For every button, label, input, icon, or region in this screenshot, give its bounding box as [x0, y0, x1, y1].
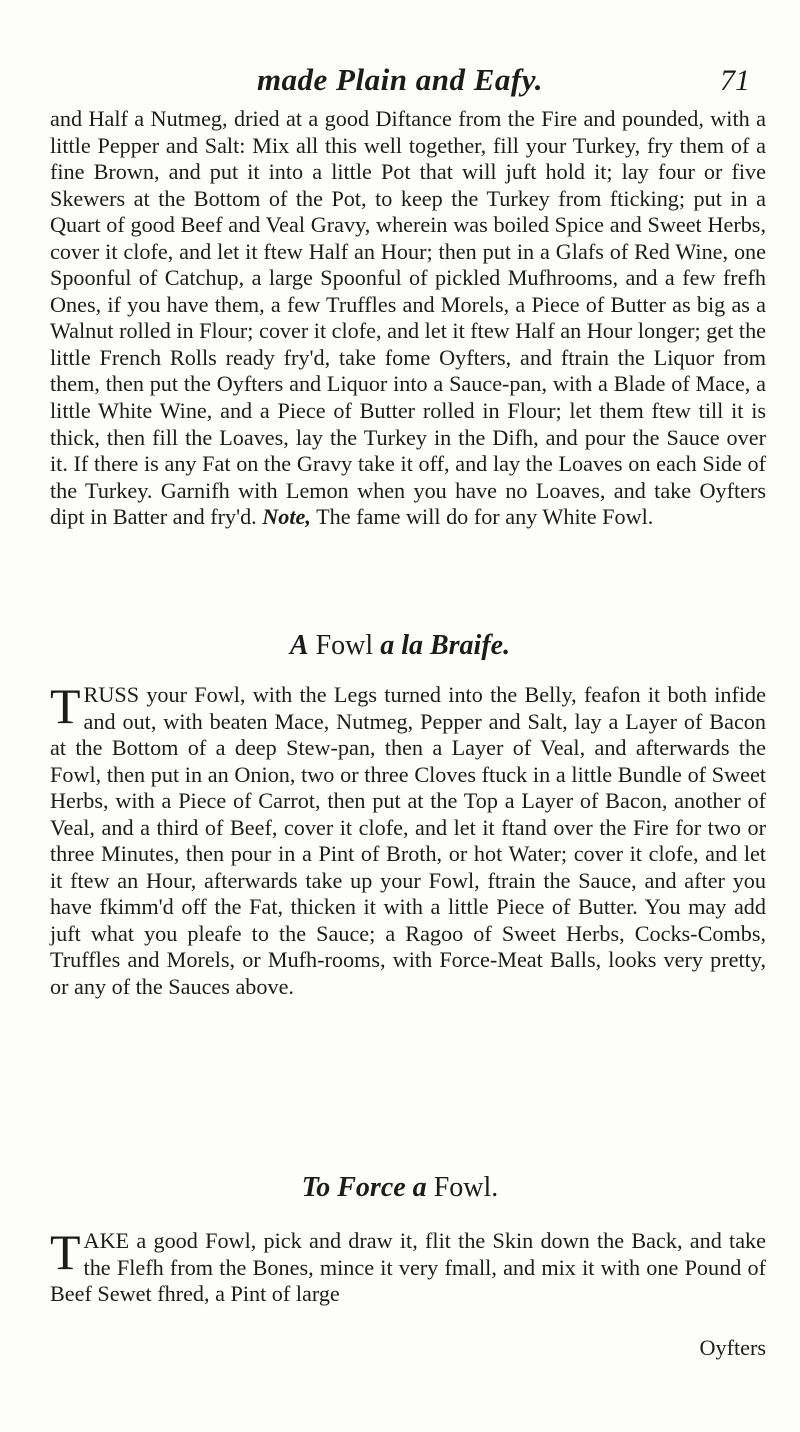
title-part: A [289, 630, 309, 661]
title-part: Fowl. [426, 1172, 499, 1203]
title-part: a la Braife. [380, 630, 511, 661]
recipe-force-fowl [50, 1224, 766, 1308]
paragraph-text: and Half a Nutmeg, dried at a good Diftance from the Fire and pounded, with a little Pepper and Salt: Mix all this well together, fill your Turkey, fry them of a fine Brown, and put it into a little Pot that will juft hold it; lay four or five Skewers at the Bottom of the Pot, to keep the Turkey from fticking; put in a Quart of good Beef and Veal Gravy, wherein was boiled Spice and Sweet Herbs, cover it clofe, and let it ftew Half an Hour; then put in a Glafs of Red Wine, one Spoonful of Catchup, a large Spoonful of pickled Mufhrooms, and a few frefh Ones, if you have them, a few Truffles and Morels, a Piece of Butter as big as a Walnut rolled in Flour; cover it clofe, and let it ftew Half an Hour longer; get the little French Rolls ready fry'd, take fome Oyfters, and ftrain the Liquor from them, then put the Oyfters and Liquor into a Sauce-pan, with a Blade of Mace, a little White Wine, and a Piece of Butter rolled in Flour; let them ftew till it is thick, then fill the Loaves, lay the Turkey in the Difh, and pour the Sauce over it. If there is any Fat on the Gravy take it off, and lay the Loaves on each Side of the Turkey. Garnifh with Lemon when you have no Loaves, and take Oyfters dipt in Batter and fry'd. [50, 106, 767, 530]
title-part: Fowl [308, 630, 381, 661]
drop-cap: T [50, 678, 81, 734]
paragraph-text: RUSS your Fowl, with the Legs turned into the Belly, feafon it both infide and out, with beaten Mace, Nutmeg, Pepper and Salt, lay a Layer of Bacon at the Bottom of a deep Stew-pan, then a Layer of Veal, and afterwards the Fowl, then put in an Onion, two or three Cloves ftuck in a little Bundle of Sweet Herbs, with a Piece of Carrot, then put at the Top a Layer of Bacon, another of Veal, and a third of Beef, cover it clofe, and let it ftand over the Fire for two or three Minutes, then pour in a Pint of Broth, or hot Water; cover it clofe, and let it ftew an Hour, afterwards take up your Fowl, ftrain the Sauce, and after you have fkimm'd off the Fat, thicken it with a little Piece of Butter. You may add juft what you pleafe to the Sauce; a Ragoo of Sweet Herbs, Cocks-Combs, Truffles and Morels, or Mufh-rooms, with Force-Meat Balls, looks very pretty, or any of the Sauces above. [50, 682, 766, 1000]
section-title-force-fowl [0, 1172, 800, 1204]
note-label: Note, [262, 504, 311, 530]
catchword: Oyfters [699, 1335, 766, 1360]
recipe-continuation [50, 106, 766, 531]
page-number: 71 [720, 64, 750, 97]
page-header [0, 62, 800, 102]
running-head: made Plain and Eafy. [256, 62, 544, 97]
paragraph [50, 1224, 766, 1308]
paragraph-text: AKE a good Fowl, pick and draw it, flit the Skin down the Back, and take the Flefh from the Bones, mince it very fmall, and mix it with one Pound of Beef Sewet fhred, a Pint of large [50, 1228, 766, 1307]
paragraph [50, 678, 766, 1001]
title-part: To Force a [301, 1172, 427, 1203]
note-text: The fame will do for any White Fowl. [310, 504, 654, 530]
section-title-fowl-braise [0, 630, 800, 662]
drop-cap: T [50, 1224, 81, 1280]
recipe-fowl-braise [50, 678, 766, 1001]
paragraph [50, 106, 766, 531]
